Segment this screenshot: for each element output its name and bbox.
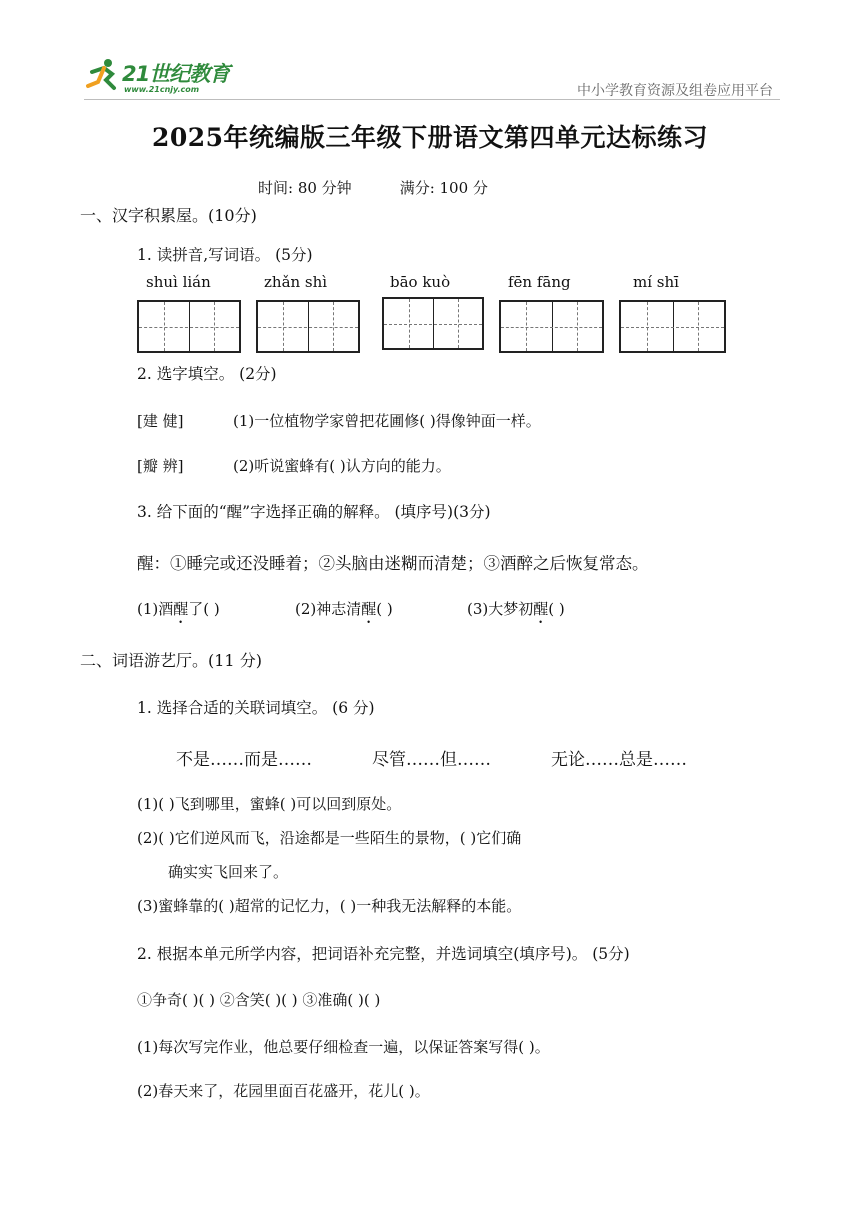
writing-box-5[interactable] bbox=[619, 300, 726, 353]
s2-q1-label: 1. 选择合适的关联词填空。 (6 分) bbox=[137, 699, 375, 717]
s2-q1-sentence-3: (3)蜜蜂靠的( )超常的记忆力，( )一种我无法解释的本能。 bbox=[137, 897, 522, 915]
section-1-heading: 一、汉字积累屋。(10分) bbox=[80, 206, 257, 225]
connective-options bbox=[176, 745, 747, 770]
s2-q1-sentence-2b: 确实实飞回来了。 bbox=[168, 863, 289, 881]
s2-q2-sentence-1: (1)每次写完作业，他总要仔细检查一遍，以保证答案写得( )。 bbox=[137, 1038, 550, 1056]
pinyin-1: shuì lián bbox=[146, 273, 211, 291]
logo-text: 21世纪教育 bbox=[122, 62, 230, 86]
xing-definition: 醒：①睡完或还没睡着；②头脑由迷糊而清楚；③酒醉之后恢复常态。 bbox=[137, 554, 649, 573]
s2-q2-label: 2. 根据本单元所学内容，把词语补充完整，并选词填空(填序号)。 (5分) bbox=[137, 945, 630, 963]
xing-item-1: (1)酒醒了( ) bbox=[137, 600, 220, 618]
q2-row2-sentence: (2)听说蜜蜂有( )认方向的能力。 bbox=[233, 457, 451, 475]
section-2-heading: 二、词语游艺厅。(11 分) bbox=[80, 651, 262, 670]
connective-1: 不是……而是…… bbox=[176, 750, 312, 770]
time-limit: 时间: 80 分钟 bbox=[258, 179, 352, 197]
connective-3: 无论……总是…… bbox=[551, 750, 687, 770]
exam-info bbox=[258, 177, 536, 198]
s1-q1-label: 1. 读拼音,写词语。 (5分) bbox=[137, 246, 313, 264]
s1-q2-label: 2. 选字填空。 (2分) bbox=[137, 365, 277, 383]
q2-row1-chars: [建 健] bbox=[137, 412, 184, 430]
emphasized-char: 醒 bbox=[533, 600, 549, 618]
logo-url: www.21cnjy.com bbox=[124, 85, 200, 94]
pinyin-2: zhǎn shì bbox=[264, 273, 328, 291]
pinyin-4: fēn fāng bbox=[508, 273, 571, 291]
writing-box-3[interactable] bbox=[382, 297, 484, 350]
writing-box-4[interactable] bbox=[499, 300, 604, 353]
xing-item-2: (2)神志清醒( ) bbox=[295, 600, 393, 618]
s2-q1-sentence-1: (1)( )飞到哪里，蜜蜂( )可以回到原处。 bbox=[137, 795, 402, 813]
s2-q1-sentence-2a: (2)( )它们逆风而飞，沿途都是一些陌生的景物，( )它们确 bbox=[137, 829, 522, 847]
page-title: 2025年统编版三年级下册语文第四单元达标练习 bbox=[151, 123, 709, 152]
q2-row1-sentence: (1)一位植物学家曾把花圃修( )得像钟面一样。 bbox=[233, 412, 541, 430]
xing-item-3: (3)大梦初醒( ) bbox=[467, 600, 565, 618]
emphasized-char: 醒 bbox=[361, 600, 377, 618]
q2-row2-chars: [瓣 辨] bbox=[137, 457, 184, 475]
s2-q2-sentence-2: (2)春天来了，花园里面百花盛开，花儿( )。 bbox=[137, 1082, 430, 1100]
pinyin-3: bāo kuò bbox=[390, 273, 451, 291]
s1-q3-label: 3. 给下面的“醒”字选择正确的解释。 (填序号)(3分) bbox=[137, 503, 491, 521]
header-divider bbox=[84, 99, 780, 100]
writing-box-1[interactable] bbox=[137, 300, 241, 353]
pinyin-5: mí shī bbox=[633, 273, 679, 291]
platform-name: 中小学教育资源及组卷应用平台 bbox=[577, 83, 773, 99]
s2-q2-words: ①争奇( )( ) ②含笑( )( ) ③准确( )( ) bbox=[137, 991, 381, 1009]
full-score: 满分: 100 分 bbox=[399, 179, 488, 197]
writing-box-2[interactable] bbox=[256, 300, 360, 353]
emphasized-char: 醒 bbox=[173, 600, 189, 618]
connective-2: 尽管……但…… bbox=[372, 750, 491, 770]
